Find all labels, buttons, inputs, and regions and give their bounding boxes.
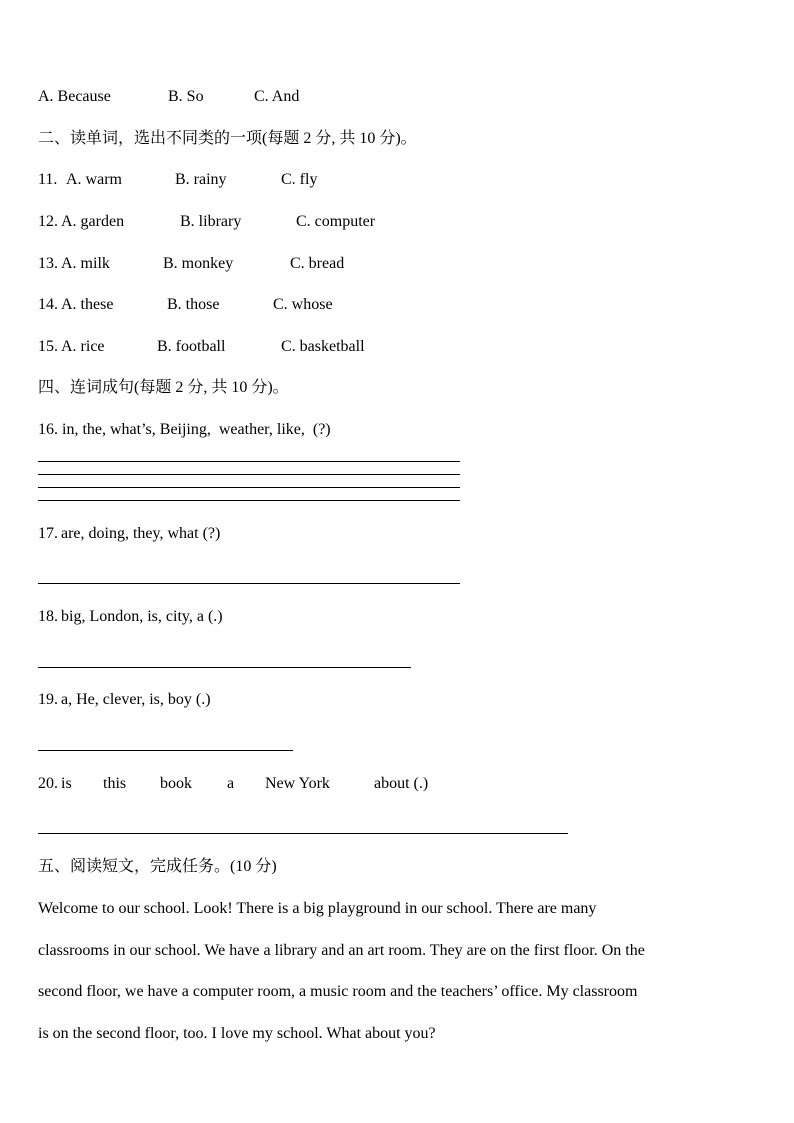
passage-line: second floor, we have a computer room, a music room and the teachers’ office. My classroom xyxy=(38,983,638,1000)
option-c: C. basketball xyxy=(281,338,365,355)
q10-option-b: B. So xyxy=(168,88,204,105)
word: book xyxy=(160,775,192,792)
answer-line[interactable] xyxy=(38,833,568,834)
question-number: 18. xyxy=(38,608,58,625)
option-b: B. library xyxy=(180,213,242,230)
word: about (.) xyxy=(374,775,429,792)
passage-line: Welcome to our school. Look! There is a big playground in our school. There are many xyxy=(38,900,597,917)
answer-line[interactable] xyxy=(38,487,460,488)
passage-line: is on the second floor, too. I love my school. What about you? xyxy=(38,1025,436,1042)
option-a: A. garden xyxy=(61,213,125,230)
question-words: are, doing, they, what (?) xyxy=(61,525,221,542)
option-a: A. warm xyxy=(66,171,122,188)
question-number: 14. xyxy=(38,296,58,313)
option-a: A. these xyxy=(61,296,114,313)
option-c: C. computer xyxy=(296,213,376,230)
question-words: in, the, what’s, Beijing, weather, like, (?) xyxy=(58,421,331,438)
q10-option-c: C. And xyxy=(254,88,300,105)
question-number: 20. xyxy=(38,775,58,792)
section-5-title: 五、阅读短文，完成任务。(10 分) xyxy=(38,858,277,875)
option-c: C. whose xyxy=(273,296,333,313)
answer-line[interactable] xyxy=(38,667,411,668)
question-number: 15. xyxy=(38,338,58,355)
passage-line: classrooms in our school. We have a library and an art room. They are on the first floor. On the xyxy=(38,942,645,959)
answer-line[interactable] xyxy=(38,500,460,501)
question-number: 19. xyxy=(38,691,58,708)
option-a: A. rice xyxy=(61,338,105,355)
option-c: C. bread xyxy=(290,255,345,272)
option-b: B. football xyxy=(157,338,226,355)
answer-line[interactable] xyxy=(38,474,460,475)
question-words: a, He, clever, is, boy (.) xyxy=(61,691,211,708)
option-a: A. milk xyxy=(61,255,110,272)
section-4-title: 四、连词成句(每题 2 分, 共 10 分)。 xyxy=(38,379,289,396)
question-number: 13. xyxy=(38,255,58,272)
word: is xyxy=(61,775,72,792)
option-b: B. monkey xyxy=(163,255,234,272)
q10-option-a: A. Because xyxy=(38,88,111,105)
option-b: B. those xyxy=(167,296,220,313)
option-c: C. fly xyxy=(281,171,318,188)
option-b: B. rainy xyxy=(175,171,227,188)
answer-line[interactable] xyxy=(38,583,460,584)
question-words: big, London, is, city, a (.) xyxy=(61,608,223,625)
section-2-title: 二、读单词，选出不同类的一项(每题 2 分, 共 10 分)。 xyxy=(38,130,417,147)
question-number: 12. xyxy=(38,213,58,230)
answer-line[interactable] xyxy=(38,461,460,462)
word: New York xyxy=(265,775,330,792)
question-number: 11. xyxy=(38,171,58,188)
answer-line[interactable] xyxy=(38,750,293,751)
question-number: 17. xyxy=(38,525,58,542)
word: this xyxy=(103,775,127,792)
word: a xyxy=(227,775,235,792)
question-number: 16. xyxy=(38,421,58,438)
